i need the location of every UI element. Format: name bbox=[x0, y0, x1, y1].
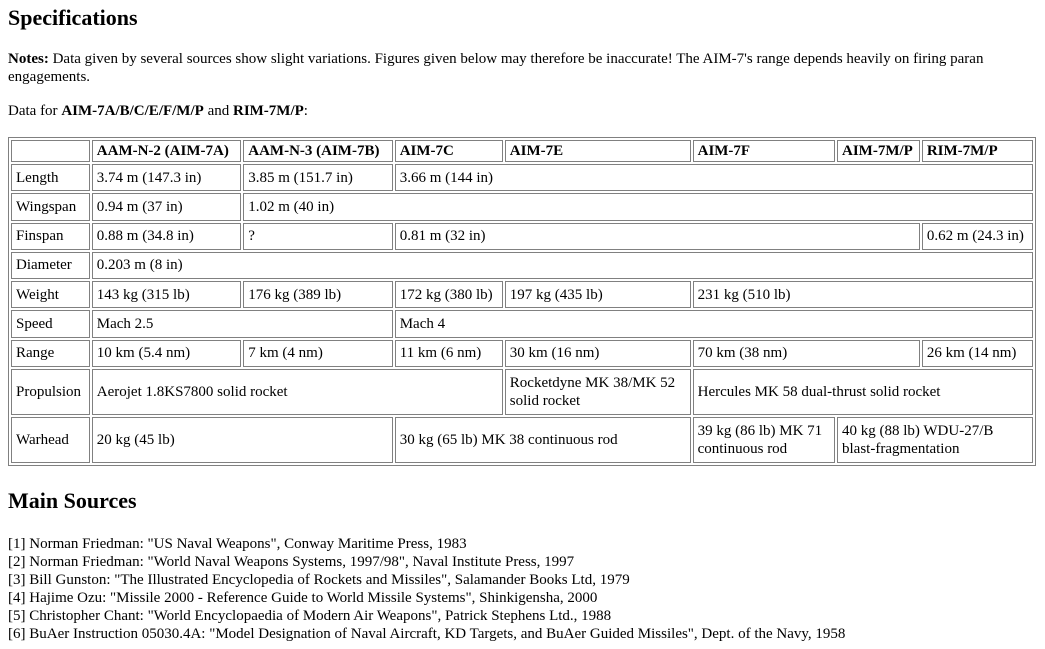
row-label: Finspan bbox=[11, 223, 90, 250]
header-cell-aim-7c: AIM-7C bbox=[395, 140, 503, 162]
table-cell: 0.203 m (8 in) bbox=[92, 252, 1033, 279]
notes-text-2: engagements. bbox=[8, 69, 91, 85]
row-label: Speed bbox=[11, 310, 90, 337]
data-for-suffix: : bbox=[303, 103, 308, 119]
table-header-row bbox=[11, 140, 1033, 162]
row-label: Warhead bbox=[11, 417, 90, 463]
list-item: [4] Hajime Ozu: "Missile 2000 - Reference Guide to World Missile Systems", Shinkigensha, 2000 bbox=[8, 590, 598, 606]
header-cell-empty bbox=[11, 140, 90, 162]
table-cell: 3.74 m (147.3 in) bbox=[92, 164, 241, 191]
table-cell: 172 kg (380 lb) bbox=[395, 281, 503, 308]
table-cell: 10 km (5.4 nm) bbox=[92, 340, 241, 367]
row-label: Wingspan bbox=[11, 193, 90, 220]
table-row-speed bbox=[11, 310, 1033, 337]
table-cell: 20 kg (45 lb) bbox=[92, 417, 393, 463]
table-cell: 197 kg (435 lb) bbox=[505, 281, 691, 308]
notes-text-1: Data given by several sources show slight variations. Figures given below may therefore be inaccurate! The AIM-7's range depends heavily on firing paran bbox=[52, 51, 984, 67]
table-row-wingspan bbox=[11, 193, 1033, 220]
table-cell: ? bbox=[243, 223, 392, 250]
data-for-and: and bbox=[203, 103, 233, 119]
data-for-prefix: Data for bbox=[8, 103, 62, 119]
header-cell-aim-7a: AAM-N-2 (AIM-7A) bbox=[92, 140, 241, 162]
specifications-heading: Specifications bbox=[8, 5, 138, 30]
table-cell: 0.81 m (32 in) bbox=[395, 223, 920, 250]
data-for-line bbox=[8, 102, 308, 120]
row-label: Propulsion bbox=[11, 369, 90, 415]
header-cell-aim-7e: AIM-7E bbox=[505, 140, 691, 162]
sources-list bbox=[8, 535, 845, 643]
table-cell: 70 km (38 nm) bbox=[693, 340, 920, 367]
table-cell: 40 kg (88 lb) WDU-27/B blast-fragmentation bbox=[837, 417, 1033, 463]
table-cell: 30 kg (65 lb) MK 38 continuous rod bbox=[395, 417, 691, 463]
table-cell: Hercules MK 58 dual-thrust solid rocket bbox=[693, 369, 1033, 415]
header-cell-aim-7b: AAM-N-3 (AIM-7B) bbox=[243, 140, 392, 162]
row-label: Range bbox=[11, 340, 90, 367]
table-row-diameter bbox=[11, 252, 1033, 279]
table-cell: 231 kg (510 lb) bbox=[693, 281, 1033, 308]
table-row-warhead bbox=[11, 417, 1033, 463]
list-item: [3] Bill Gunston: "The Illustrated Encyclopedia of Rockets and Missiles", Salamander Books Ltd, 1979 bbox=[8, 572, 630, 588]
row-label: Weight bbox=[11, 281, 90, 308]
table-cell: 0.88 m (34.8 in) bbox=[92, 223, 241, 250]
table-row-propulsion bbox=[11, 369, 1033, 415]
table-cell: Mach 2.5 bbox=[92, 310, 393, 337]
table-cell: 0.62 m (24.3 in) bbox=[922, 223, 1033, 250]
row-label: Diameter bbox=[11, 252, 90, 279]
specifications-table bbox=[8, 137, 1036, 466]
table-row-range bbox=[11, 340, 1033, 367]
table-cell: 30 km (16 nm) bbox=[505, 340, 691, 367]
table-cell: 0.94 m (37 in) bbox=[92, 193, 241, 220]
list-item: [2] Norman Friedman: "World Naval Weapons Systems, 1997/98", Naval Institute Press, 1997 bbox=[8, 554, 575, 570]
list-item: [5] Christopher Chant: "World Encyclopaedia of Modern Air Weapons", Patrick Stephens Ltd., 1988 bbox=[8, 608, 612, 624]
data-for-rim: RIM-7M/P bbox=[232, 103, 304, 119]
table-cell: Aerojet 1.8KS7800 solid rocket bbox=[92, 369, 503, 415]
table-cell: 26 km (14 nm) bbox=[922, 340, 1033, 367]
table-cell: 143 kg (315 lb) bbox=[92, 281, 241, 308]
table-cell: 7 km (4 nm) bbox=[243, 340, 392, 367]
list-item: [6] BuAer Instruction 05030.4A: "Model Designation of Naval Aircraft, KD Targets, and BuAer Guided Missiles", Dept. of the Navy, 1958 bbox=[8, 626, 846, 642]
data-for-models: AIM-7A/B/C/E/F/M/P bbox=[61, 103, 204, 119]
main-sources-heading: Main Sources bbox=[8, 488, 137, 513]
table-row-weight bbox=[11, 281, 1033, 308]
table-cell: 11 km (6 nm) bbox=[395, 340, 503, 367]
table-cell: Rocketdyne MK 38/MK 52 solid rocket bbox=[505, 369, 691, 415]
table-cell: 39 kg (86 lb) MK 71 continuous rod bbox=[693, 417, 835, 463]
table-cell: 3.85 m (151.7 in) bbox=[243, 164, 392, 191]
header-cell-aim-7f: AIM-7F bbox=[693, 140, 835, 162]
notes-label: Notes: bbox=[8, 51, 49, 67]
header-cell-aim-7mp: AIM-7M/P bbox=[837, 140, 920, 162]
notes-line-1 bbox=[8, 50, 1045, 68]
table-row-finspan bbox=[11, 223, 1033, 250]
row-label: Length bbox=[11, 164, 90, 191]
table-row-length bbox=[11, 164, 1033, 191]
notes-paragraph bbox=[8, 50, 1045, 86]
table-cell: 3.66 m (144 in) bbox=[395, 164, 1033, 191]
header-cell-rim-7mp: RIM-7M/P bbox=[922, 140, 1033, 162]
table-cell: Mach 4 bbox=[395, 310, 1033, 337]
table-cell: 176 kg (389 lb) bbox=[243, 281, 392, 308]
table-cell: 1.02 m (40 in) bbox=[243, 193, 1033, 220]
list-item: [1] Norman Friedman: "US Naval Weapons", Conway Maritime Press, 1983 bbox=[8, 536, 467, 552]
